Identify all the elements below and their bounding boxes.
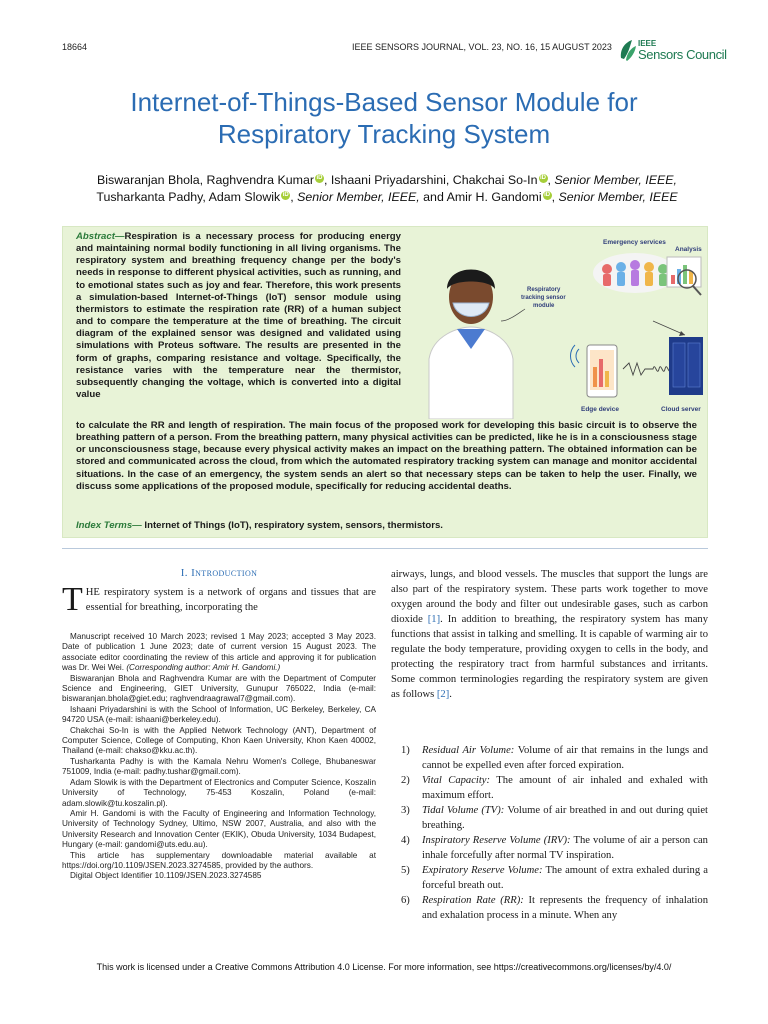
fig-sensor-line-3: module xyxy=(533,303,555,309)
title-line-1: Internet-of-Things-Based Sensor Module for xyxy=(130,87,638,117)
list-definition: The amount of air inhaled and exhaled with maximum effort. xyxy=(422,775,708,801)
list-definition: The amount of extra exhaled during a forceful breath out. xyxy=(422,865,708,891)
figure-illustration xyxy=(409,231,705,419)
authors-part-3: Tusharkanta Padhy, Adam Slowik xyxy=(96,190,281,204)
abstract-dash: — xyxy=(114,231,125,242)
footnote-affiliation: Amir H. Gandomi is with the Faculty of Engineering and Information Technology, University of Technology Sydney, Ultimo, NSW 2007, Australia, and also with the University Research and Innovation Center (EKIK), Obuda University, 1034 Budapest, Hungary (e-mail: gandomi@uts.edu.au). xyxy=(62,808,376,850)
list-number: 6) xyxy=(401,895,410,906)
logo-ieee-text: IEEE xyxy=(638,39,657,48)
footnote-text: Manuscript received 10 March 2023; revised 1 May 2023; accepted 3 May 2023. Date of publication 1 June 2023; date of current version 15 August 2023. The associate editor coordinating the review of this article and approving it for publication was Dr. Wei Wei. xyxy=(62,632,376,673)
list-item xyxy=(391,743,708,773)
list-definition: Volume of air that remains in the lungs and cannot be expelled even after forced expiration. xyxy=(422,745,708,771)
abstract-bottom: to calculate the RR and length of respiration. The main focus of the proposed work for developing this basic circuit is to observe the breathing pattern of a person. From the breathing pattern, many physical activities can be predicted, like he is in a consciousness stage or unconsciousness stage, because every physical activity makes an impact on the breathing pattern. The obtained information can be stored and communicated across the cloud, from which the automated respiratory tracking system can manage and monitor accidental situations. In the case of an emergency, the system sends an alert so that necessary steps can be taken to help the user. Finally, we discuss some applications of the proposed module, specifically for reducing accidental deaths. xyxy=(76,420,697,492)
ieee-sensors-council-logo xyxy=(618,38,727,64)
fig-analysis-label: Analysis xyxy=(675,246,702,253)
abstract-text-top: Respiration is a necessary process for producing energy and maintaining normal bodily functioning in all living organisms. The respiratory system and breathing frequency change per the body's needs in response to different physical activities, such as running, and to emotional states such as joy and fear. Therefore, this work presents a simulation-based Internet-of-Things (IoT) sensor module using thermistors to estimate the respiration rate (RR) of a human subject and to compare the temperature at the time of breathing. The circuit diagram of the explained sensor was designed and validated using simulations with Proteus software. The results are presented in the form of graphs, comparing resistance and voltage. Specifically, the resistance varies with the temperature near the thermistor, subsequently changing the voltage, which is converted into a digital value xyxy=(76,231,401,401)
index-terms xyxy=(76,520,443,531)
footnote-supplementary: This article has supplementary downloadable material available at https://doi.org/10.1109/JSEN.2023.3274585, provided by the authors. xyxy=(62,850,376,870)
authors-part-1: Biswaranjan Bhola, Raghvendra Kumar xyxy=(97,173,314,187)
fig-edge-label: Edge device xyxy=(581,406,619,413)
author-list: Biswaranjan Bhola, Raghvendra Kumar iD , Ishaani Priyadarshini, Chakchai So-In iD , Senior Member, IEEE, Tusharkanta Padhy, Adam Slowik iD , Senior Member, IEEE, and Amir H. Gandomi iD , Senior Member, IEEE xyxy=(96,173,678,204)
author-role: Senior Member, IEEE, xyxy=(554,173,677,187)
journal-header: IEEE SENSORS JOURNAL, VOL. 23, NO. 16, 15 AUGUST 2023 xyxy=(352,42,612,52)
list-item xyxy=(391,803,708,833)
fig-sensor-line-2: tracking sensor xyxy=(521,295,566,301)
drop-cap: T xyxy=(62,581,83,618)
orcid-icon[interactable]: iD xyxy=(316,175,323,181)
footnote-affiliation: Biswaranjan Bhola and Raghvendra Kumar are with the Department of Computer Science and Engineering, GIET University, Gunupur 765022, India (e-mail: biswaranjan.bhola@giet.edu; raghvendraagrawal7@gmail.com). xyxy=(62,673,376,704)
license-notice: This work is licensed under a Creative Commons Attribution 4.0 License. For more information, see https://creativecommons.org/licenses/by/4.0/ xyxy=(96,962,672,972)
abstract-top xyxy=(76,231,401,401)
index-terms-text: Internet of Things (IoT), respiratory system, sensors, thermistors. xyxy=(141,520,443,531)
footnote-affiliation: Adam Slowik is with the Department of Electronics and Computer Science, Koszalin University of Technology, 75-453 Koszalin, Poland (e-mail: adam.slowik@tu.koszalin.pl). xyxy=(62,777,376,808)
list-term: Vital Capacity: xyxy=(422,775,491,786)
fig-sensor-line-1: Respiratory xyxy=(527,287,561,293)
list-number: 5) xyxy=(401,865,410,876)
list-number: 1) xyxy=(401,745,410,756)
footnote-doi: Digital Object Identifier 10.1109/JSEN.2023.3274585 xyxy=(70,871,262,881)
list-term: Expiratory Reserve Volume: xyxy=(422,865,543,876)
right-text-end: . xyxy=(449,689,452,700)
corresponding-author: (Corresponding author: Amir H. Gandomi.) xyxy=(126,663,281,673)
abstract-label: Abstract xyxy=(76,231,115,242)
section-title: Introduction xyxy=(191,567,258,579)
authors-part-2: , Ishaani Priyadarshini, Chakchai So-In xyxy=(323,173,538,187)
list-item xyxy=(391,773,708,803)
footnote-affiliation: Chakchai So-In is with the Applied Network Technology (ANT), Department of Computer Science, College of Computing, Khon Kaen University, Khon Kaen 40002, Thailand (e-mail: chakso@kku.ac.th). xyxy=(62,725,376,756)
right-column-paragraph xyxy=(391,567,708,702)
list-term: Respiration Rate (RR): xyxy=(422,895,524,906)
footnote-manuscript xyxy=(62,632,376,674)
intro-paragraph xyxy=(62,581,376,618)
citation-link[interactable]: [1] xyxy=(427,614,441,625)
list-number: 3) xyxy=(401,805,410,816)
list-item xyxy=(391,833,708,863)
authors-part-4: and Amir H. Gandomi xyxy=(419,190,542,204)
orcid-icon[interactable]: iD xyxy=(544,192,551,198)
abstract-box xyxy=(62,226,708,538)
orcid-icon[interactable]: iD xyxy=(282,192,289,198)
footnotes xyxy=(62,632,376,882)
sensors-council-leaf-icon xyxy=(618,38,638,62)
author-role: Senior Member, IEEE xyxy=(558,190,678,204)
author-role: Senior Member, IEEE, xyxy=(297,190,420,204)
list-term: Inspiratory Reserve Volume (IRV): xyxy=(422,835,571,846)
citation-link[interactable]: [2] xyxy=(436,689,450,700)
section-heading-introduction xyxy=(62,567,376,579)
logo-council-text: Sensors Council xyxy=(638,47,727,62)
orcid-icon[interactable]: iD xyxy=(540,175,546,181)
intro-text: HE respiratory system is a network of organs and tissues that are essential for breathing, incorporating the xyxy=(85,587,376,613)
list-definition: The volume of air a person can inhale forcefully after normal TV inspiration. xyxy=(422,835,708,861)
index-terms-label: Index Terms— xyxy=(76,520,142,531)
title-line-2: Respiratory Tracking System xyxy=(217,119,551,149)
footnote-affiliation: Tusharkanta Padhy is with the Kamala Nehru Women's College, Bhubaneswar 751009, India (e-mail: padhy.tushar@gmail.com). xyxy=(62,756,376,777)
list-number: 4) xyxy=(401,835,410,846)
list-term: Residual Air Volume: xyxy=(422,745,515,756)
list-definition: Volume of air breathed in and out during quiet breathing. xyxy=(422,805,708,831)
list-term: Tidal Volume (TV): xyxy=(422,805,505,816)
graphical-abstract-figure xyxy=(409,231,705,419)
paper-title xyxy=(40,86,728,150)
list-item xyxy=(391,863,708,893)
terminology-list xyxy=(391,743,708,923)
section-number: I. xyxy=(180,567,188,579)
list-number: 2) xyxy=(401,775,410,786)
list-definition: It represents the frequency of inhalation and exhalation process in a minute. When any xyxy=(422,895,708,921)
right-text-2: . In addition to breathing, the respiratory system has many functions that assist in talking and smelling. It is capable of warming air to regulate the body temperature, providing oxygen to cells in the body, and protecting the respiratory tract from harmful substances and irritants. Some common terminologies regarding the respiratory system are given as follows xyxy=(391,614,708,700)
section-divider xyxy=(62,548,708,549)
right-text-1: airways, lungs, and blood vessels. The muscles that support the lungs are also part of the respiratory system. These parts work together to move oxygen around the body and filter out undesirable gases, such as carbon dioxide xyxy=(391,569,708,625)
list-item xyxy=(391,893,708,923)
fig-cloud-label: Cloud server xyxy=(661,406,701,413)
page-number: 18664 xyxy=(62,42,88,52)
footnote-affiliation: Ishaani Priyadarshini is with the School of Information, UC Berkeley, Berkeley, CA 94720 USA (e-mail: ishaani@berkeley.edu). xyxy=(62,704,376,725)
fig-emergency-label: Emergency services xyxy=(603,239,666,246)
